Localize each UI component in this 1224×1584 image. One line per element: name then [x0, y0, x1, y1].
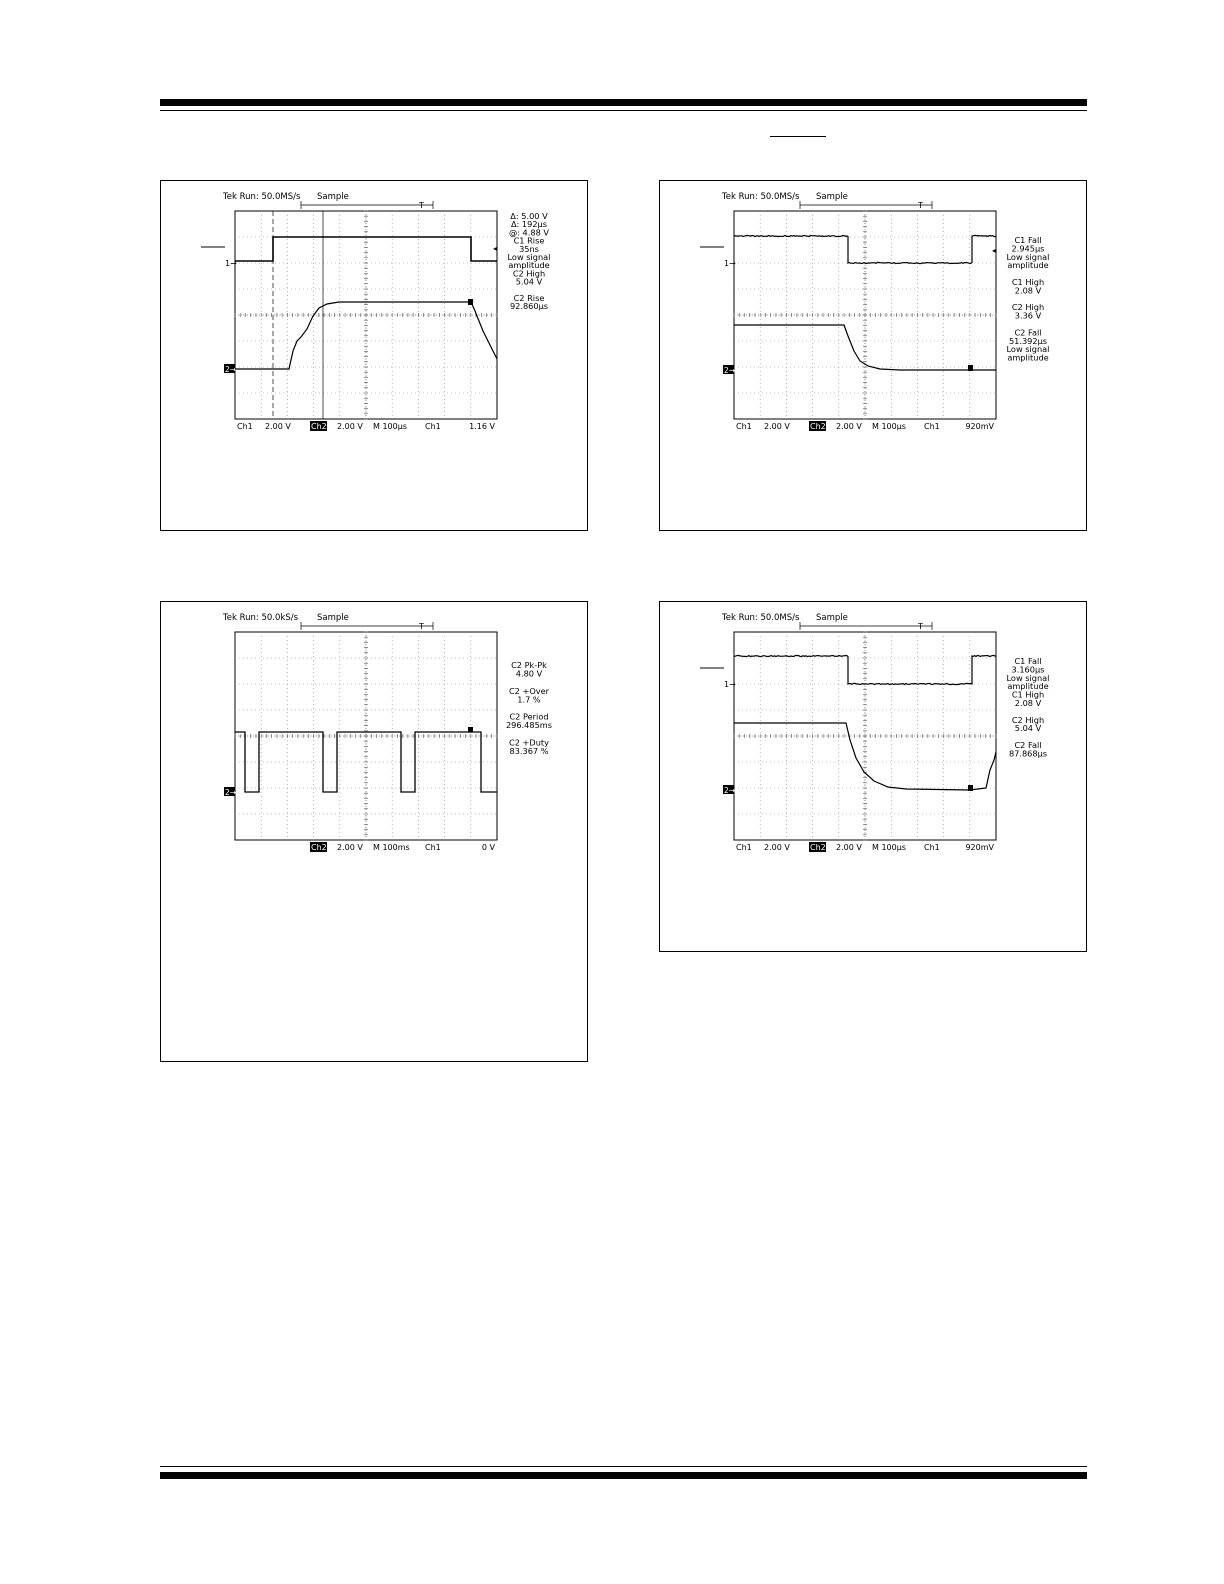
footer-trigger-level: 0 V — [481, 843, 495, 852]
footer-ch2-label: Ch2 — [810, 843, 826, 852]
measurement-readout: C2 Fall — [1014, 740, 1042, 750]
footer-trigger-level: 920mV — [965, 843, 994, 852]
scope-header-mode: Sample — [816, 613, 848, 623]
channel-2-marker: 2→ — [724, 366, 736, 375]
measurement-readout: 2.08 V — [1014, 285, 1042, 296]
measurement-readout: 4.80 V — [515, 668, 543, 679]
footer-timebase: M 100µs — [373, 422, 407, 431]
top-rule-thick — [160, 99, 1087, 106]
figure-panel-fall-2 — [659, 601, 1087, 952]
measurement-readout: @: 4.88 V — [509, 227, 549, 238]
footer-trigger-source: Ch1 — [425, 422, 441, 431]
measurement-readout: C2 +Over — [508, 685, 550, 696]
top-rule-thin — [160, 110, 1087, 111]
measurement-readout: Low signal — [1006, 251, 1050, 262]
channel-1-marker: 1→ — [225, 259, 237, 268]
measurement-readout: amplitude — [1007, 260, 1049, 271]
footer-timebase: M 100µs — [872, 422, 906, 431]
measurement-readout: 5.04 V — [515, 276, 543, 287]
figure-panel-fall-1 — [659, 180, 1087, 531]
measurement-readout: C2 Rise — [513, 293, 545, 303]
scope-header-title: Tek Run: 50.0MS/s — [722, 613, 800, 623]
scope-header-title: Tek Run: 50.0MS/s — [223, 192, 301, 202]
footer-ch2-scale: 2.00 V — [836, 843, 862, 852]
measurement-readout: Low signal — [507, 252, 551, 262]
measurement-readout: C2 High — [1011, 302, 1045, 313]
trigger-position-marker: T — [419, 201, 424, 210]
measurement-readout: C2 Pk-Pk — [511, 660, 547, 670]
measurement-readout: C1 Fall — [1014, 235, 1042, 245]
figure-panel-period — [160, 601, 588, 1062]
ch1-trace — [235, 237, 497, 261]
scope-header-mode: Sample — [816, 192, 848, 202]
figure-panel-rise — [160, 180, 588, 531]
footer-timebase: M 100µs — [872, 843, 906, 852]
footer-ch2-scale: 2.00 V — [337, 422, 363, 431]
measurement-readout: Low signal — [1006, 672, 1050, 683]
footer-trigger-source: Ch1 — [924, 843, 940, 852]
measurement-readout: 296.485ms — [505, 720, 553, 731]
channel-1-marker: 1→ — [724, 680, 736, 689]
channel-1-marker: 1→ — [724, 259, 736, 268]
scope-capture-rise — [161, 181, 589, 532]
measurement-readout: C1 High — [1011, 277, 1045, 287]
footer-ch2-label: Ch2 — [810, 422, 826, 431]
measurement-readout: C1 Rise — [513, 235, 545, 246]
measurement-readout: 51.392µs — [1008, 335, 1048, 346]
measurement-readout: 1.7 % — [517, 694, 541, 705]
footer-ch1-label: Ch1 — [736, 843, 752, 852]
footer-ch2-label: Ch2 — [311, 843, 327, 852]
footer-ch2-scale: 2.00 V — [836, 422, 862, 431]
scope-header-mode: Sample — [317, 192, 349, 202]
footer-ch2-label: Ch2 — [311, 422, 327, 431]
scope-capture-fall-2 — [660, 602, 1088, 953]
footer-trigger-source: Ch1 — [924, 422, 940, 431]
footer-trigger-source: Ch1 — [425, 843, 441, 852]
measurement-readout: Δ: 192µs — [510, 219, 548, 230]
measurement-readout: 2.945µs — [1011, 243, 1045, 254]
footer-ch1-scale: 2.00 V — [265, 422, 291, 431]
footer-ch1-label: Ch1 — [237, 422, 253, 431]
measurement-readout: 35ns — [519, 243, 539, 254]
measurement-readout: 83.367 % — [509, 746, 549, 756]
measurement-readout: amplitude — [508, 260, 550, 271]
trigger-position-marker: T — [918, 201, 923, 210]
footer-timebase: M 100ms — [373, 843, 410, 852]
measurement-readout: C2 +Duty — [509, 737, 549, 748]
ch2-cursor-marker — [968, 785, 973, 791]
measurement-readout: C1 High — [1011, 689, 1045, 700]
measurement-readout: 92.860µs — [509, 301, 549, 312]
footer-ch1-label: Ch1 — [736, 422, 752, 431]
scope-header-mode: Sample — [317, 613, 349, 623]
measurement-readout: C2 Period — [509, 711, 549, 722]
scope-capture-period — [161, 602, 589, 1063]
scope-header-title: Tek Run: 50.0MS/s — [722, 192, 800, 202]
ch2-cursor-marker — [468, 727, 473, 732]
measurement-readout: 3.36 V — [1014, 310, 1042, 321]
ch2-cursor-marker — [468, 299, 473, 305]
channel-2-marker: 2→ — [225, 365, 237, 374]
measurement-readout: C1 Fall — [1014, 656, 1042, 666]
trigger-position-marker: T — [918, 622, 923, 631]
footer-trigger-level: 1.16 V — [469, 422, 495, 431]
footer-ch2-scale: 2.00 V — [337, 843, 363, 852]
measurement-readout: 3.160µs — [1011, 664, 1045, 675]
measurement-readout: 87.868µs — [1008, 748, 1048, 759]
trigger-position-marker: T — [419, 622, 424, 631]
measurement-readout: amplitude — [1007, 681, 1049, 692]
bottom-rule-thick — [160, 1472, 1087, 1479]
ch1-trigger-arrow: ◂ — [493, 244, 498, 253]
scope-capture-fall-1 — [660, 181, 1088, 532]
footer-ch1-scale: 2.00 V — [764, 422, 790, 431]
channel-2-marker: 2→ — [225, 788, 237, 797]
measurement-readout: amplitude — [1007, 352, 1049, 363]
scope-header-title: Tek Run: 50.0kS/s — [223, 613, 299, 623]
measurement-readout: C2 High — [512, 268, 546, 279]
measurement-readout: C2 High — [1011, 714, 1045, 725]
bottom-rule-thin — [160, 1466, 1087, 1467]
footer-ch1-scale: 2.00 V — [764, 843, 790, 852]
measurement-readout: C2 Fall — [1014, 327, 1042, 338]
footer-trigger-level: 920mV — [965, 422, 994, 431]
measurement-readout: Low signal — [1006, 344, 1050, 355]
channel-2-marker: 2→ — [724, 786, 736, 795]
measurement-readout: Δ: 5.00 V — [510, 211, 548, 221]
measurement-readout: 2.08 V — [1014, 698, 1042, 708]
ch2-cursor-marker — [968, 365, 973, 371]
measurement-readout: 5.04 V — [1014, 723, 1042, 734]
overline-mark — [770, 136, 826, 137]
ch1-trigger-arrow: ◂ — [992, 246, 997, 255]
